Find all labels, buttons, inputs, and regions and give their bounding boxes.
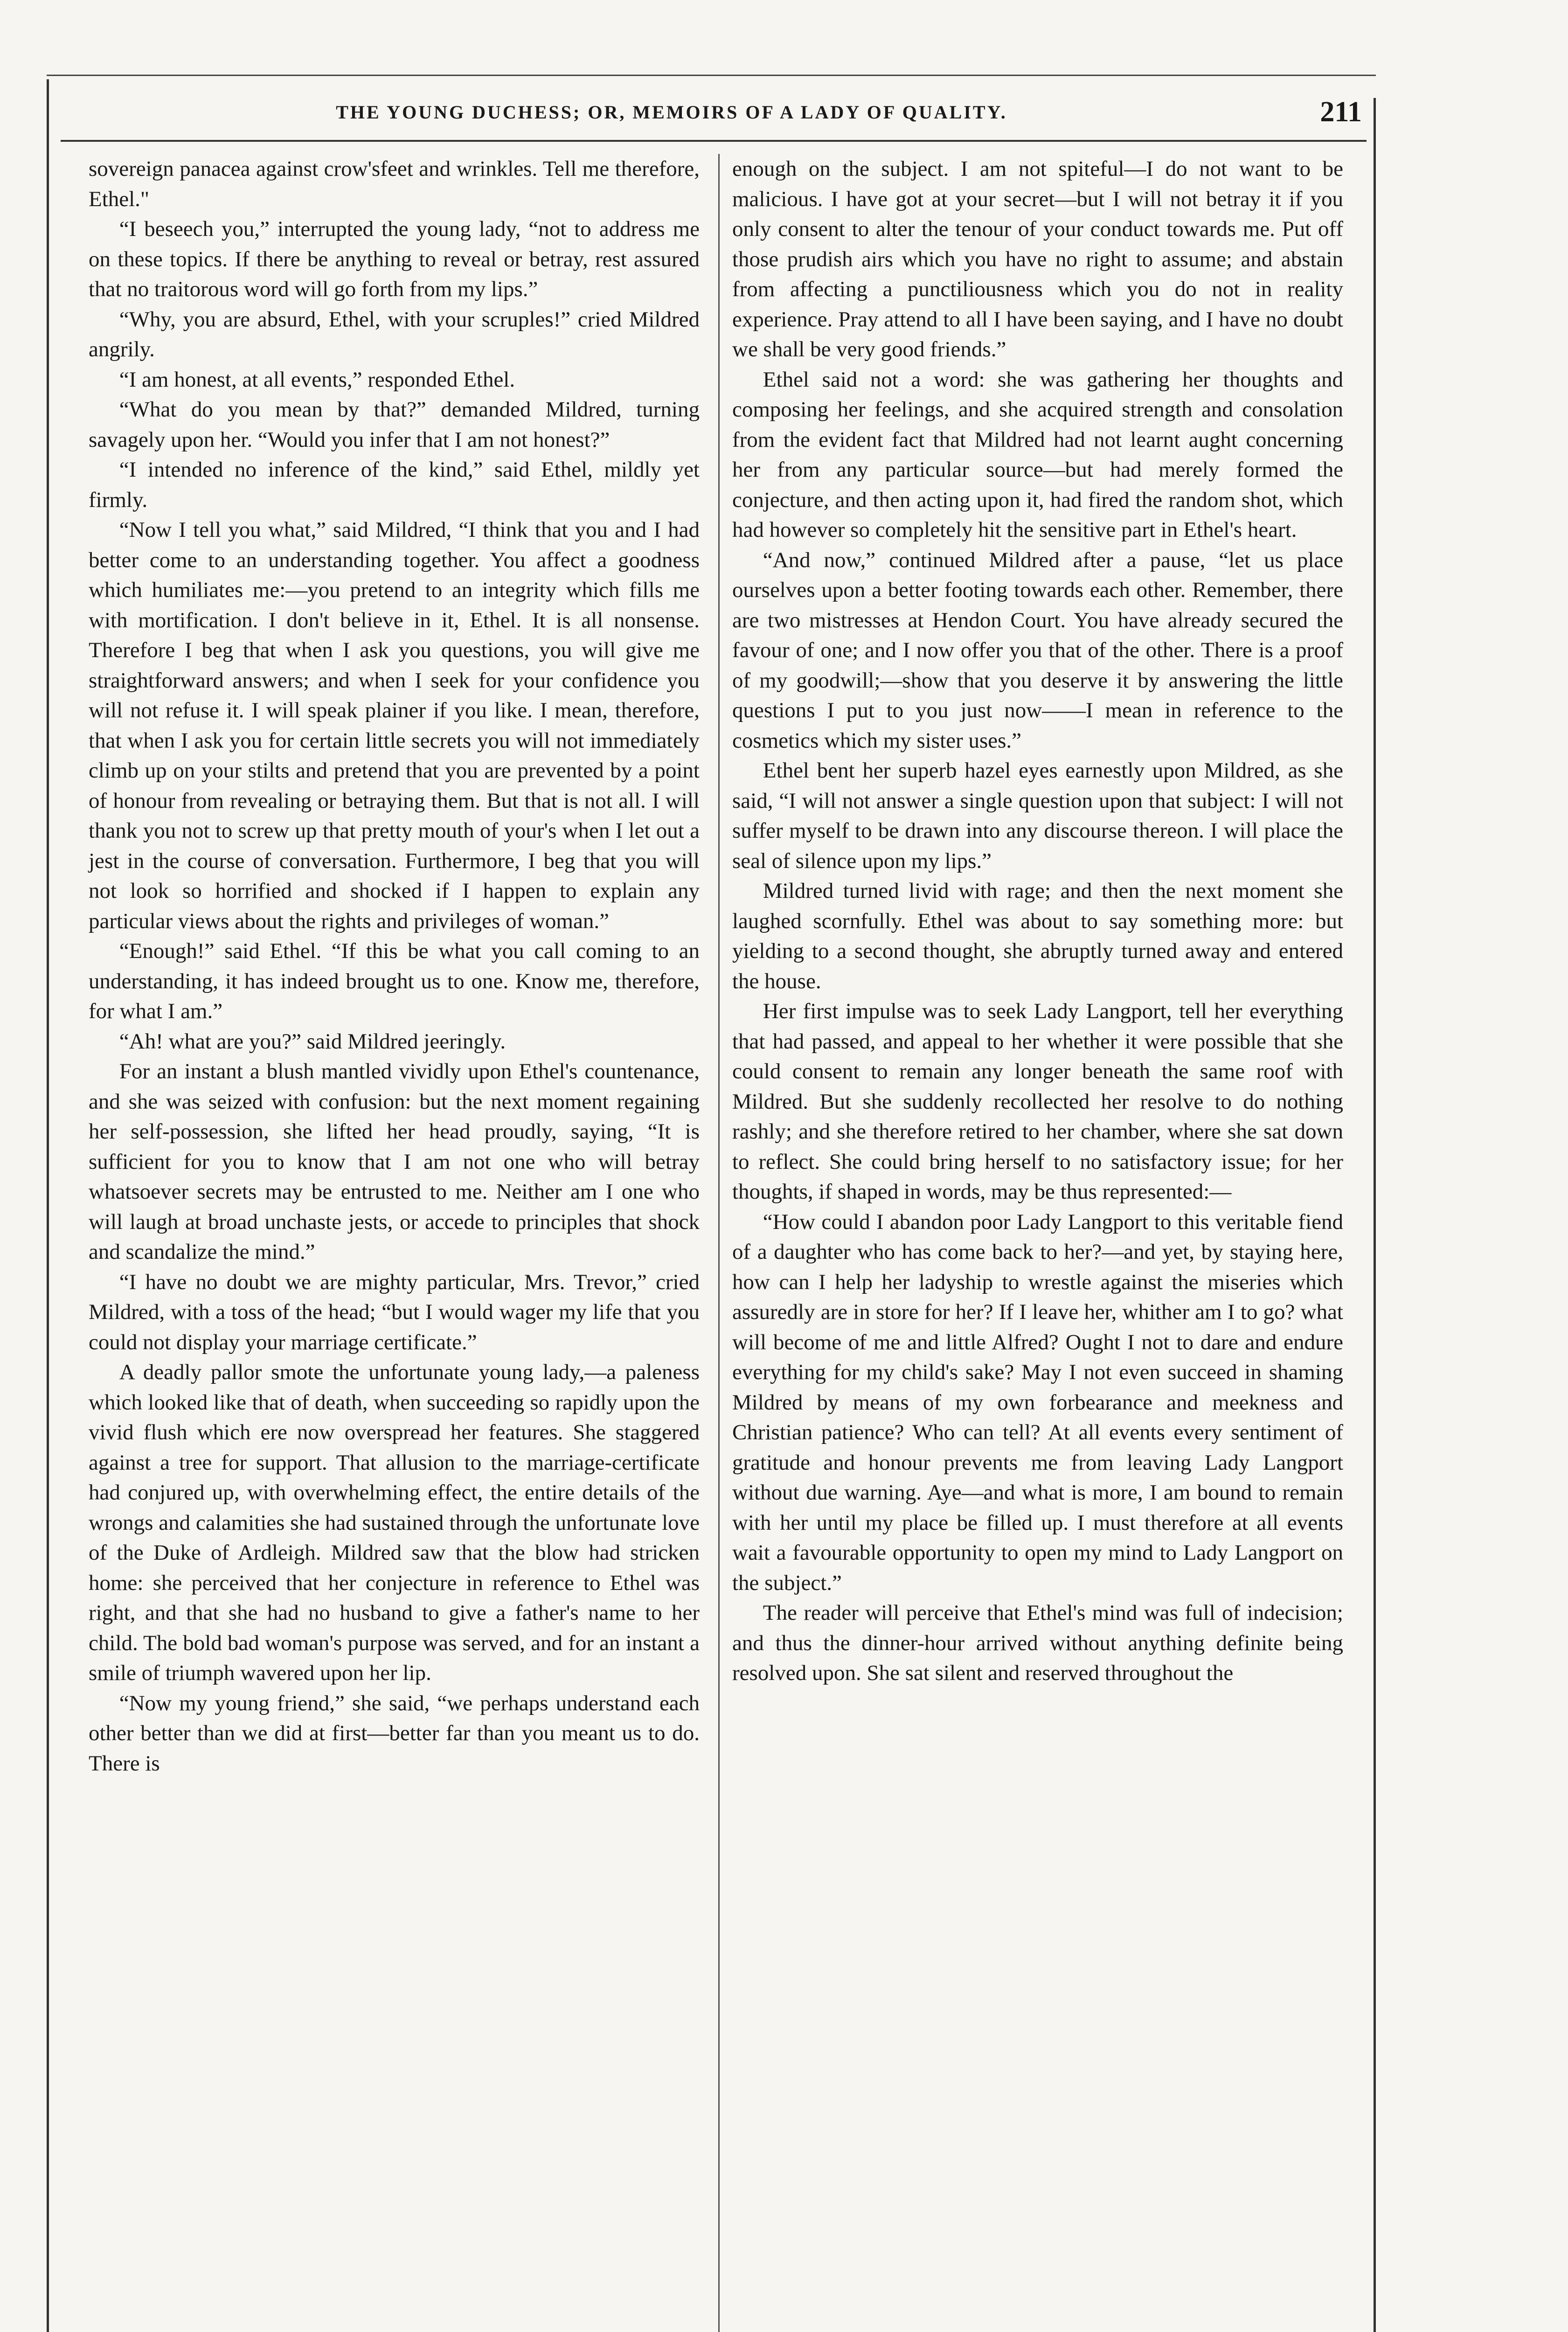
paragraph: For an instant a blush mantled vividly upon Ethel's countenance, and she was seized with confusion: but the next moment regaining her self-possession, she lifted her head proudly, saying, “It is sufficient for you to know that I am not one who will betray whatsoever secrets may be entrusted to me. Neither am I one who will laugh at broad unchaste jests, or accede to principles that shock and scandalize the mind.” <box>89 1059 700 1264</box>
header-rule <box>61 140 1367 142</box>
column-divider <box>718 154 720 2332</box>
paragraph: Ethel said not a word: she was gathering her thoughts and composing her feelings, and she acquired strength and consolation from the evident fact that Mildred had not learnt aught concerning her from any particular source—but had merely formed the conjecture, and then acting upon it, had fired the random shot, which had however so completely hit the sensitive part in Ethel's heart. <box>732 367 1343 542</box>
left-border <box>47 79 49 2332</box>
paragraph: “I have no doubt we are mighty particular, Mrs. Trevor,” cried Mildred, with a toss of the head; “but I would wager my life that you could not display your marriage certificate.” <box>89 1270 700 1354</box>
paragraph: “I intended no inference of the kind,” said Ethel, mildly yet firmly. <box>89 458 700 512</box>
paragraph: Mildred turned livid with rage; and then the next moment she laughed scornfully. Ethel was about to say something more: but yielding to a second thought, she abruptly turned away and entered the house. <box>732 879 1343 993</box>
page-number: 211 <box>1320 96 1362 128</box>
paragraph: “I am honest, at all events,” responded Ethel. <box>119 367 515 392</box>
paragraph: “Now my young friend,” she said, “we perhaps understand each other better than we did at first—better far than you meant us to do. There is <box>89 1691 700 1776</box>
paragraph: “How could I abandon poor Lady Langport to this veritable fiend of a daughter who has come back to her?—and yet, by staying here, how can I help her ladyship to wrestle against the miseries which assuredly are in store for her? If I leave her, whither am I to go? what will become of me and little Alfred? Ought I not to dare and endure everything for my child's sake? May I not even succeed in shaming Mildred by means of my own forbearance and meekness and Christian patience? Who can tell? At all events every sentiment of gratitude and honour prevents me from leaving Lady Langport without due warning. Aye—and what is more, I am bound to remain with her until my place be filled up. I must therefore at all events wait a favourable opportunity to open my mind to Lady Langport on the subject.” <box>732 1209 1343 1595</box>
running-title: THE YOUNG DUCHESS; OR, MEMOIRS OF A LADY OF QUALITY. <box>336 101 1007 123</box>
paragraph: “Enough!” said Ethel. “If this be what you call coming to an understanding, it has indeed brought us to one. Know me, therefore, for what I am.” <box>89 939 700 1023</box>
paragraph: “And now,” continued Mildred after a pause, “let us place ourselves upon a better footing towards each other. Remember, there are two mistresses at Hendon Court. You have already secured the favour of one; and I now offer you that of the other. There is a proof of my goodwill;—show that you deserve it by answering the little questions I put to you just now——I mean in reference to the cosmetics which my sister uses.” <box>732 548 1343 753</box>
paragraph: Ethel bent her superb hazel eyes earnestly upon Mildred, as she said, “I will not answer a single question upon that subject: I will not suffer myself to be drawn into any discourse thereon. I will place the seal of silence upon my lips.” <box>732 758 1343 873</box>
paragraph: “Ah! what are you?” said Mildred jeeringly. <box>119 1029 506 1054</box>
paragraph: “What do you mean by that?” demanded Mildred, turning savagely upon her. “Would you infer that I am not honest?” <box>89 397 700 452</box>
running-header <box>75 93 1362 131</box>
paragraph: Her first impulse was to seek Lady Langport, tell her everything that had passed, and appeal to her whether it were possible that she could consent to remain any longer beneath the same roof with Mildred. But she suddenly recollected her resolve to do nothing rashly; and she therefore retired to her chamber, where she sat down to reflect. She could bring herself to no satisfactory issue; for her thoughts, if shaped in words, may be thus represented:— <box>732 999 1343 1204</box>
left-column <box>89 154 700 1778</box>
paragraph: enough on the subject. I am not spiteful—I do not want to be malicious. I have got at your secret—but I will not betray it if you only consent to alter the tenour of your conduct towards me. Put off those prudish airs which you have no right to assume; and abstain from affecting a punctiliousness which you do not in reality experience. Pray attend to all I have been saying, and I have no doubt we shall be very good friends.” <box>732 157 1343 361</box>
right-column <box>732 154 1343 1688</box>
right-border <box>1374 98 1376 2332</box>
paragraph: sovereign panacea against crow'sfeet and wrinkles. Tell me therefore, Ethel." <box>89 157 700 211</box>
paragraph: “Why, you are absurd, Ethel, with your scruples!” cried Mildred angrily. <box>89 307 700 361</box>
paragraph: A deadly pallor smote the unfortunate young lady,—a paleness which looked like that of death, when succeeding so rapidly upon the vivid flush which ere now overspread her features. She staggered against a tree for support. That allusion to the marriage-certificate had conjured up, with overwhelming effect, the entire details of the wrongs and calamities she had sustained through the unfortunate love of the Duke of Ardleigh. Mildred saw that the blow had stricken home: she perceived that her conjecture in reference to Ethel was right, and that she had no husband to give a father's name to her child. The bold bad woman's purpose was served, and for an instant a smile of triumph wavered upon her lip. <box>89 1360 700 1685</box>
paragraph: “I beseech you,” interrupted the young lady, “not to address me on these topics. If there be anything to reveal or betray, rest assured that no traitorous word will go forth from my lips.” <box>89 217 700 301</box>
paragraph: The reader will perceive that Ethel's mind was full of indecision; and thus the dinner-hour arrived without anything definite being resolved upon. She sat silent and reserved throughout the <box>732 1601 1343 1685</box>
top-rule <box>47 75 1376 76</box>
paragraph: “Now I tell you what,” said Mildred, “I think that you and I had better come to an understanding together. You affect a goodness which humiliates me:—you pretend to an integrity which fills me with mortification. I don't believe in it, Ethel. It is all nonsense. Therefore I beg that when I ask you questions, you will give me straightforward answers; and when I seek for your confidence you will not refuse it. I will speak plainer if you like. I mean, therefore, that when I ask you for certain little secrets you will not immediately climb up on your stilts and pretend that you are prevented by a point of honour from revealing or betraying them. But that is not all. I will thank you not to screw up that pretty mouth of your's when I let out a jest in the course of conversation. Furthermore, I beg that you will not look so horrified and shocked if I happen to explain any particular views about the rights and privileges of woman.” <box>89 518 700 933</box>
